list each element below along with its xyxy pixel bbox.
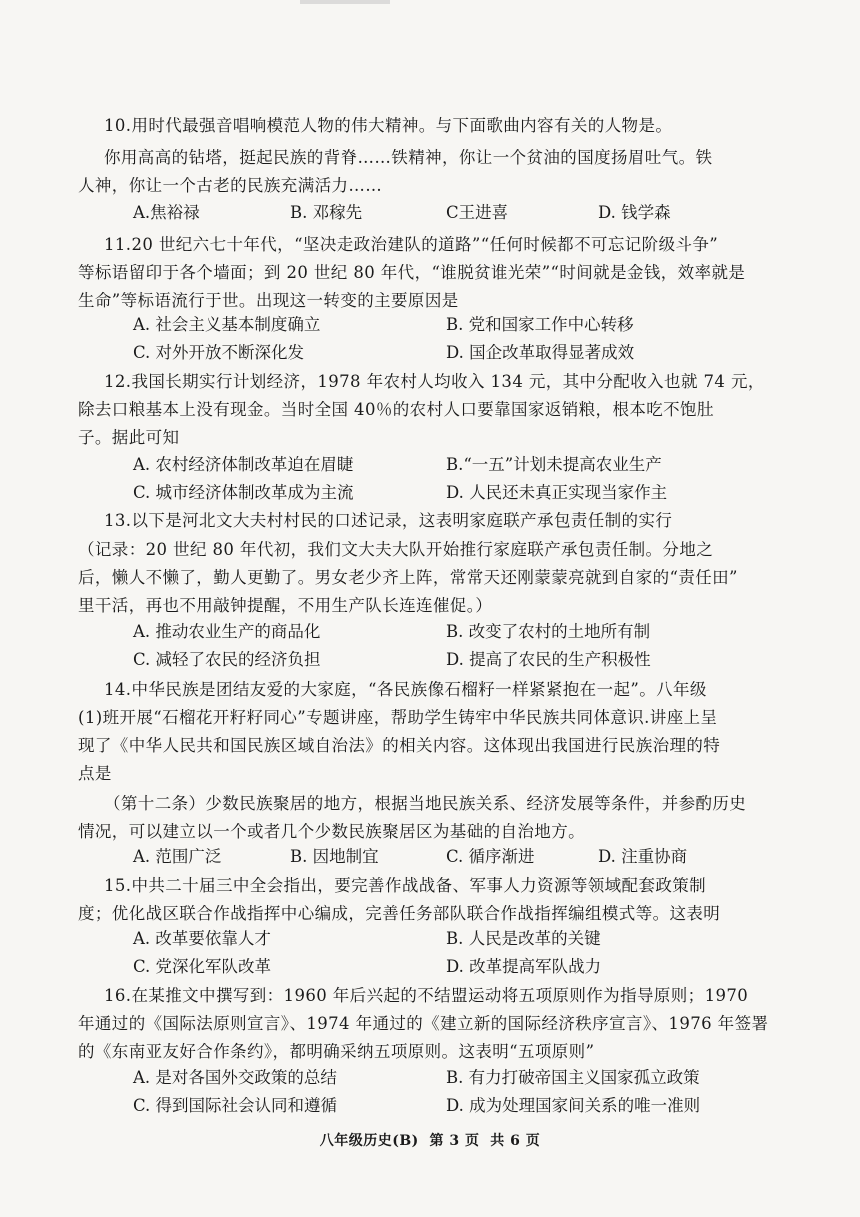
q15-stem-line1: 15.中共二十届三中全会指出，要完善作战战备、军事人力资源等领域配套政策制 [104, 876, 707, 895]
q11-option-c: C. 对外开放不断深化发 [133, 343, 305, 362]
q13-option-c: C. 减轻了农民的经济负担 [133, 650, 321, 669]
q10-quote-line2: 人神，你让一个古老的民族充满活力…… [78, 176, 383, 195]
q10-quote-line1: 你用高高的钻塔，挺起民族的背脊……铁精神，你让一个贫油的国度扬眉吐气。铁 [104, 148, 713, 167]
q14-option-c: C. 循序渐进 [446, 847, 535, 866]
q14-law-line2: 情况，可以建立以一个或者几个少数民族聚居区为基础的自治地方。 [78, 822, 585, 841]
q11-stem-line2: 等标语留印于各个墙面；到 20 世纪 80 年代，“谁脱贫谁光荣”“时间就是金钱，效率就是 [78, 263, 746, 282]
q12-option-a: A. 农村经济体制改革迫在眉睫 [133, 455, 354, 474]
q16-option-d: D. 成为处理国家间关系的唯一准则 [446, 1096, 701, 1115]
q10-option-b: B. 邓稼先 [290, 203, 363, 222]
q15-option-a: A. 改革要依靠人才 [133, 929, 271, 948]
q13-record-line2: 后，懒人不懒了，勤人更勤了。男女老少齐上阵，常常天还刚蒙蒙亮就到自家的“责任田” [78, 568, 738, 587]
q14-stem-line3: 现了《中华人民共和国民族区域自治法》的相关内容。这体现出我国进行民族治理的特 [78, 736, 721, 755]
q11-option-b: B. 党和国家工作中心转移 [446, 315, 634, 334]
q12-option-b: B.“一五”计划未提高农业生产 [446, 455, 662, 474]
q14-option-b: B. 因地制宜 [290, 847, 379, 866]
q13-stem-line1: 13.以下是河北文大夫村村民的口述记录，这表明家庭联产承包责任制的实行 [104, 511, 673, 530]
q11-stem-line1: 11.20 世纪六七十年代，“坚决走政治建队的道路”“任何时候都不可忘记阶级斗争” [104, 235, 719, 254]
q12-stem-line2: 除去口粮基本上没有现金。当时全国 40％的农村人口要靠国家返销粮，根本吃不饱肚 [78, 400, 714, 419]
q16-option-c: C. 得到国际社会认同和遵循 [133, 1096, 338, 1115]
q10-option-d: D. 钱学森 [598, 203, 671, 222]
q14-option-d: D. 注重协商 [598, 847, 688, 866]
q12-stem-line1: 12.我国长期实行计划经济，1978 年农村人均收入 134 元，其中分配收入也就 74 元， [104, 372, 765, 391]
page-footer: 八年级历史(B) 第 3 页 共 6 页 [319, 1133, 541, 1149]
q13-option-b: B. 改变了农村的土地所有制 [446, 622, 651, 641]
q10-stem-line1: 10.用时代最强音唱响模范人物的伟大精神。与下面歌曲内容有关的人物是。 [104, 116, 673, 135]
q11-option-a: A. 社会主义基本制度确立 [133, 315, 321, 334]
q16-stem-line2: 年通过的《国际法原则宣言》、1974 年通过的《建立新的国际经济秩序宣言》、1976 年签署 [78, 1014, 769, 1033]
q12-option-c: C. 城市经济体制改革成为主流 [133, 483, 354, 502]
q15-option-d: D. 改革提高军队战力 [446, 957, 602, 976]
q16-option-b: B. 有力打破帝国主义国家孤立政策 [446, 1068, 700, 1087]
q14-option-a: A. 范围广泛 [133, 847, 222, 866]
q16-stem-line3: 的《东南亚友好合作条约》，都明确采纳五项原则。这表明“五项原则” [78, 1042, 595, 1061]
q15-stem-line2: 度；优化战区联合作战指挥中心编成，完善任务部队联合作战指挥编组模式等。这表明 [78, 904, 721, 923]
q14-stem-line4: 点是 [78, 764, 112, 783]
q16-stem-line1: 16.在某推文中撰写到：1960 年后兴起的不结盟运动将五项原则作为指导原则；1970 [104, 986, 749, 1005]
q10-option-c: C王进喜 [446, 203, 509, 222]
q11-stem-line3: 生命”等标语流行于世。出现这一转变的主要原因是 [78, 291, 459, 310]
q13-record-line1: （记录：20 世纪 80 年代初，我们文大夫大队开始推行家庭联产承包责任制。分地之 [78, 540, 714, 559]
q13-option-a: A. 推动农业生产的商品化 [133, 622, 321, 641]
q14-stem-line1: 14.中华民族是团结友爱的大家庭，“各民族像石榴籽一样紧紧抱在一起”。八年级 [104, 680, 707, 699]
q15-option-c: C. 党深化军队改革 [133, 957, 272, 976]
q11-option-d: D. 国企改革取得显著成效 [446, 343, 635, 362]
q14-stem-line2: (1)班开展“石榴花开籽籽同心”专题讲座，帮助学生铸牢中华民族共同体意识.讲座上呈 [78, 708, 718, 727]
q15-option-b: B. 人民是改革的关键 [446, 929, 601, 948]
q13-record-line3: 里干活，再也不用敲钟提醒，不用生产队长连连催促。） [78, 596, 493, 615]
q12-option-d: D. 人民还未真正实现当家作主 [446, 483, 668, 502]
q13-option-d: D. 提高了农民的生产积极性 [446, 650, 651, 669]
q12-stem-line3: 子。据此可知 [78, 428, 180, 447]
q16-option-a: A. 是对各国外交政策的总结 [133, 1068, 337, 1087]
scan-mark [300, 0, 390, 4]
q14-law-line1: （第十二条）少数民族聚居的地方，根据当地民族关系、经济发展等条件，并参酌历史 [104, 794, 747, 813]
q10-option-a: A.焦裕禄 [133, 203, 200, 222]
